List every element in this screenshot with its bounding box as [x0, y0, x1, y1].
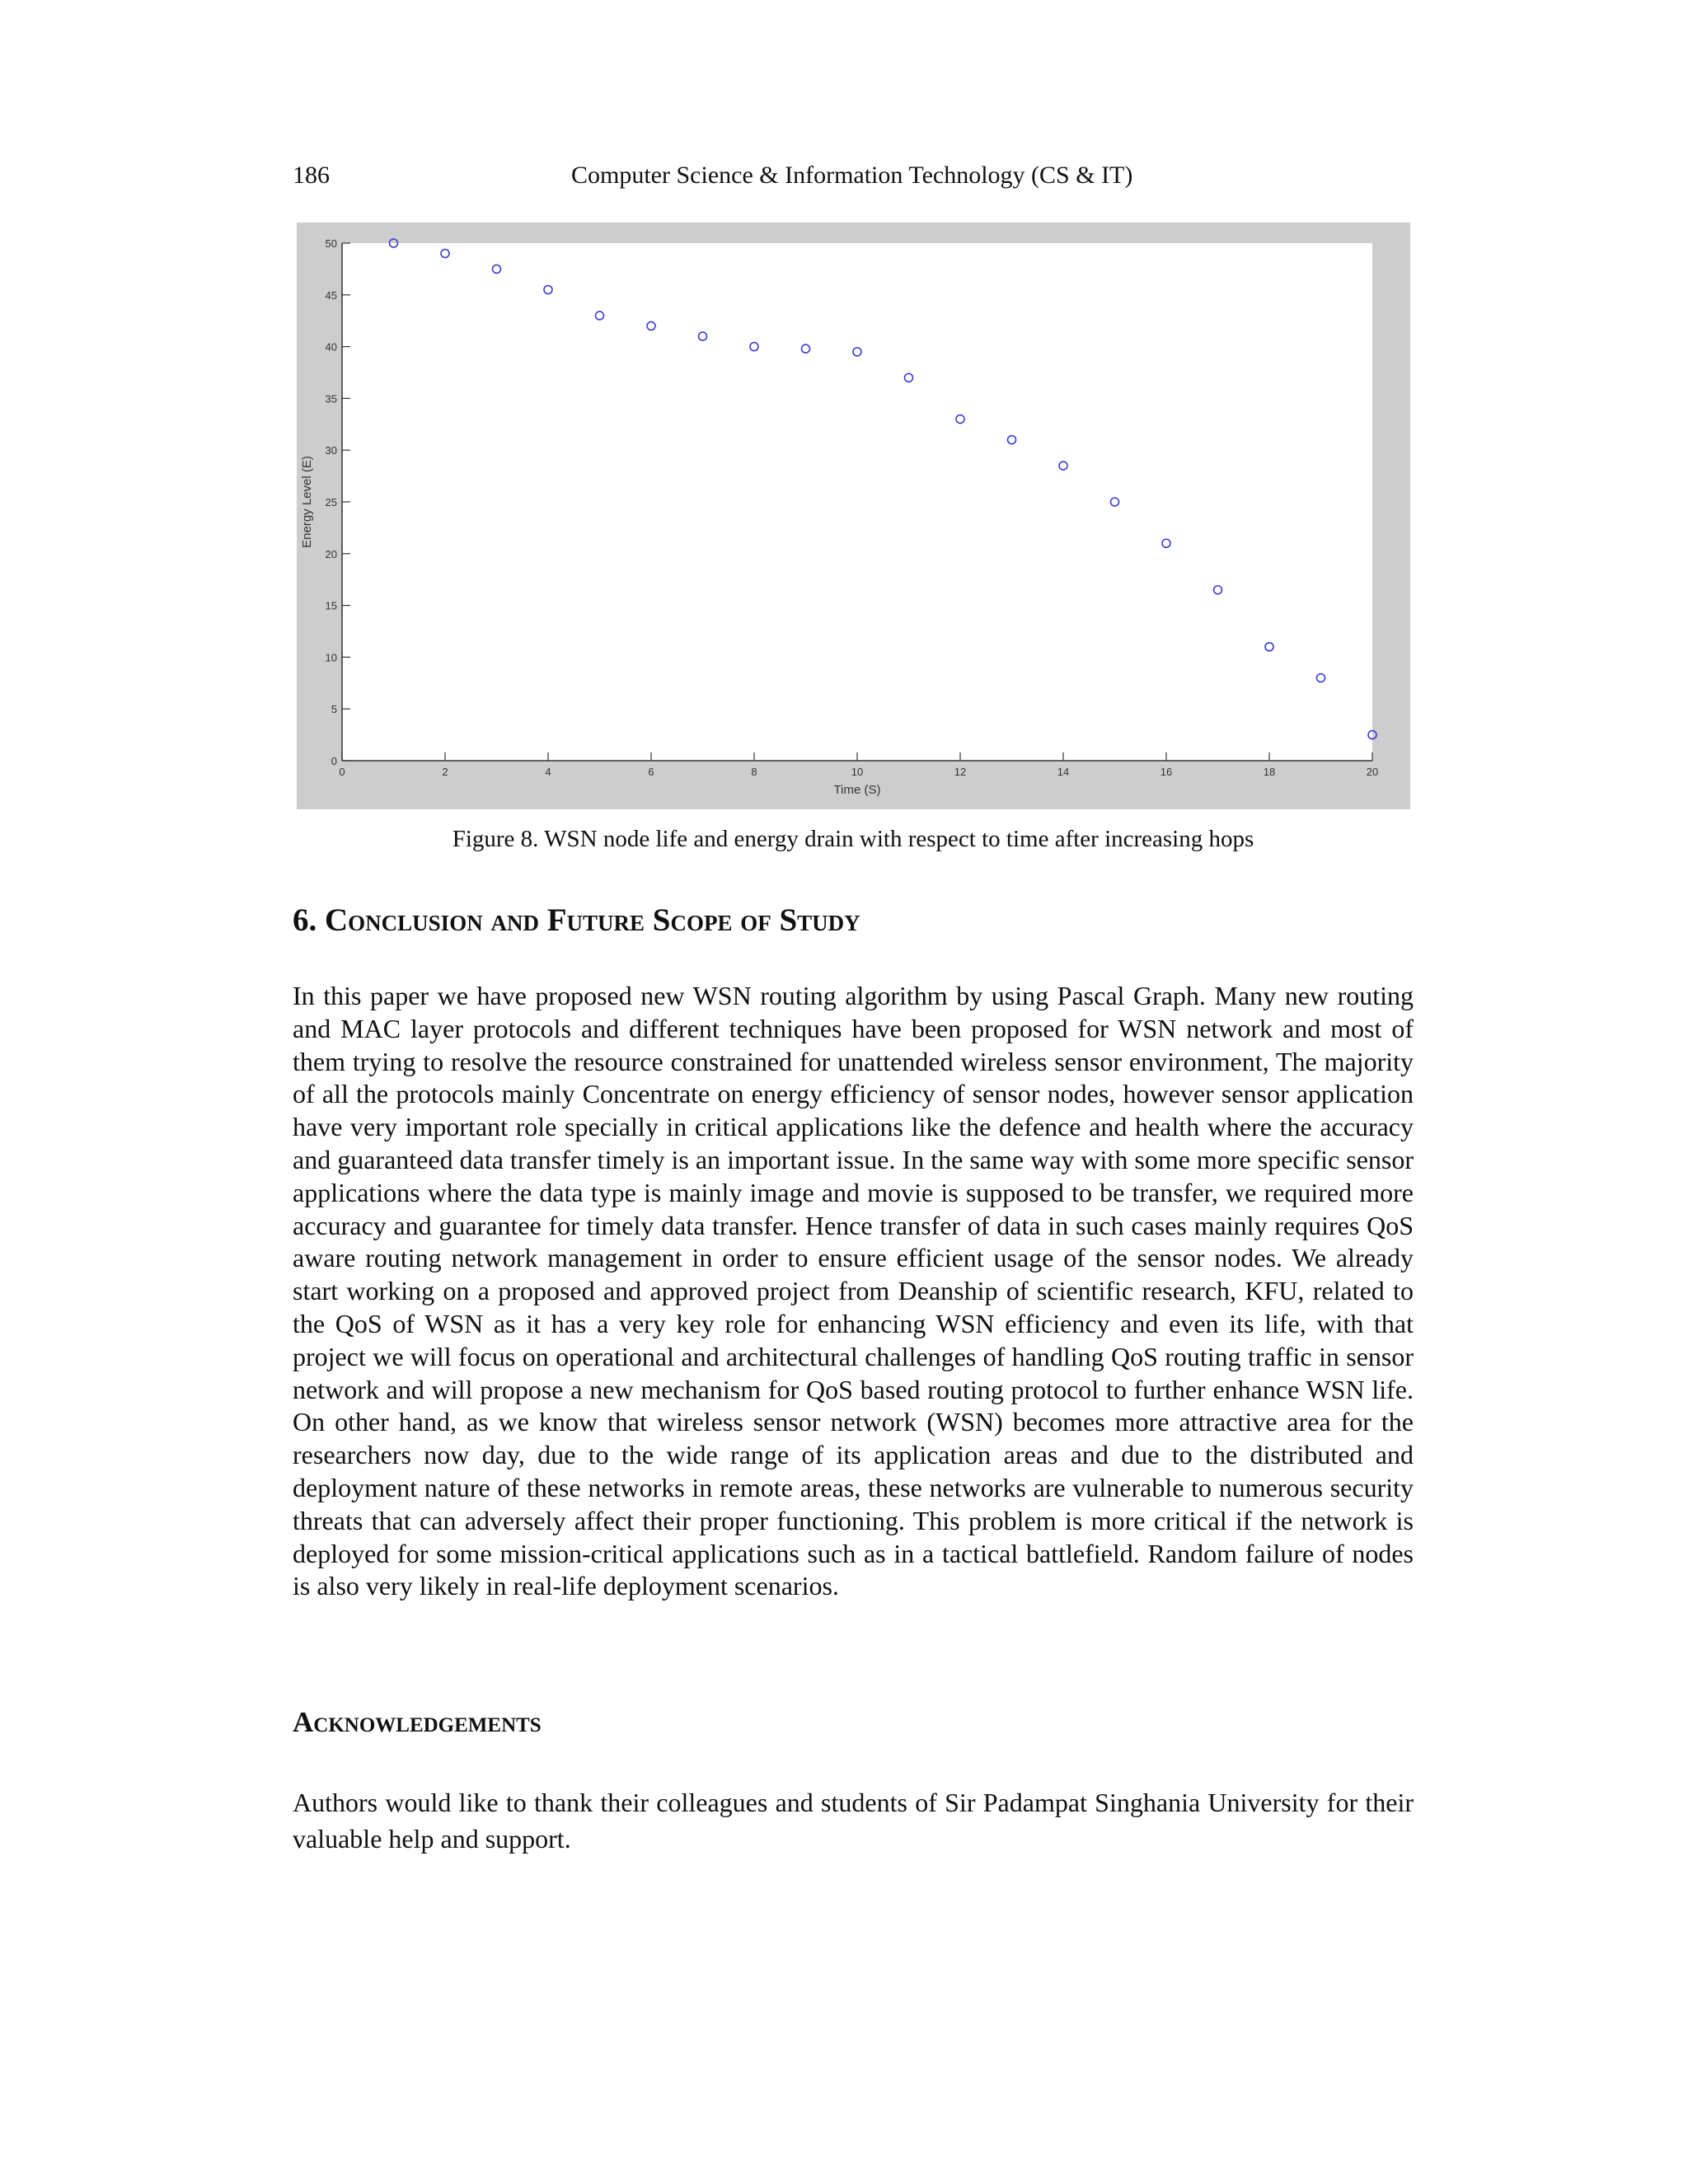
x-tick-label: 2	[442, 766, 448, 778]
x-tick-label: 14	[1057, 766, 1070, 778]
plot-area	[342, 243, 1372, 761]
section-heading: 6. Conclusion and Future Scope of Study	[293, 902, 860, 938]
y-tick-label: 15	[325, 599, 337, 612]
scatter-chart	[297, 223, 1410, 809]
x-tick-label: 16	[1160, 766, 1173, 778]
y-tick-label: 0	[331, 755, 337, 767]
y-tick-label: 45	[325, 288, 337, 302]
acknowledgements-paragraph: Authors would like to thank their colleagues and students of Sir Padampat Singhania University for their valuable help and support.	[293, 1788, 1414, 1854]
x-tick-label: 10	[851, 766, 864, 778]
y-tick-label: 10	[325, 651, 337, 664]
x-tick-label: 4	[545, 766, 551, 778]
y-tick-label: 25	[325, 496, 337, 509]
y-tick-label: 30	[325, 444, 337, 457]
y-tick-label: 20	[325, 547, 337, 560]
conclusion-paragraph: In this paper we have proposed new WSN routing algorithm by using Pascal Graph. Many new routing and MAC layer protocols and different techniques have been proposed for WSN network and most of them trying to resolve the resource constrained for unattended wireless sensor environment, The majority of all the protocols mainly Concentrate on energy efficiency of sensor nodes, however sensor application have very important role specially in critical applications like the defence and health where the accuracy and guaranteed data transfer timely is an important issue. In the same way with some more specific sensor applications where the data type is mainly image and movie is supposed to be transfer, we required more accuracy and guarantee for timely data transfer. Hence transfer of data in such cases mainly requires QoS aware routing network management in order to ensure efficient usage of the sensor nodes. We already start working on a proposed and approved project from Deanship of scientific research, KFU, related to the QoS of WSN as it has a very key role for enhancing WSN efficiency and even its life, with that project we will focus on operational and architectural challenges of handling QoS routing traffic in sensor network and will propose a new mechanism for QoS based routing protocol to further enhance WSN life. On other hand, as we know that wireless sensor network (WSN) becomes more attractive area for the researchers now day, due to the wide range of its application areas and due to the distributed and deployment nature of these networks in remote areas, these networks are vulnerable to numerous security threats that can adversely affect their proper functioning. This problem is more critical if the network is deployed for some mission-critical applications such as in a tactical battlefield. Random failure of nodes is also very likely in real-life deployment scenarios.	[293, 981, 1414, 1601]
x-tick-label: 6	[648, 766, 654, 778]
x-tick-label: 20	[1366, 766, 1379, 778]
x-tick-label: 18	[1263, 766, 1276, 778]
figure-frame	[297, 223, 1410, 809]
y-tick-label: 50	[325, 237, 337, 250]
x-tick-label: 12	[954, 766, 967, 778]
x-axis-label: Time (S)	[833, 783, 881, 797]
running-header	[293, 162, 1414, 194]
y-tick-label: 40	[325, 340, 337, 354]
journal-name: Computer Science & Information Technology (CS & IT)	[571, 162, 1133, 189]
y-tick-label: 5	[331, 703, 337, 716]
page-number: 186	[293, 162, 330, 189]
y-tick-label: 35	[325, 392, 337, 405]
x-tick-label: 0	[339, 766, 345, 778]
figure-caption: Figure 8. WSN node life and energy drain with respect to time after increasing hops	[452, 826, 1254, 852]
x-tick-label: 8	[751, 766, 757, 778]
acknowledgements-heading: Acknowledgements	[293, 1706, 542, 1738]
y-axis-label: Energy Level (E)	[300, 456, 314, 548]
